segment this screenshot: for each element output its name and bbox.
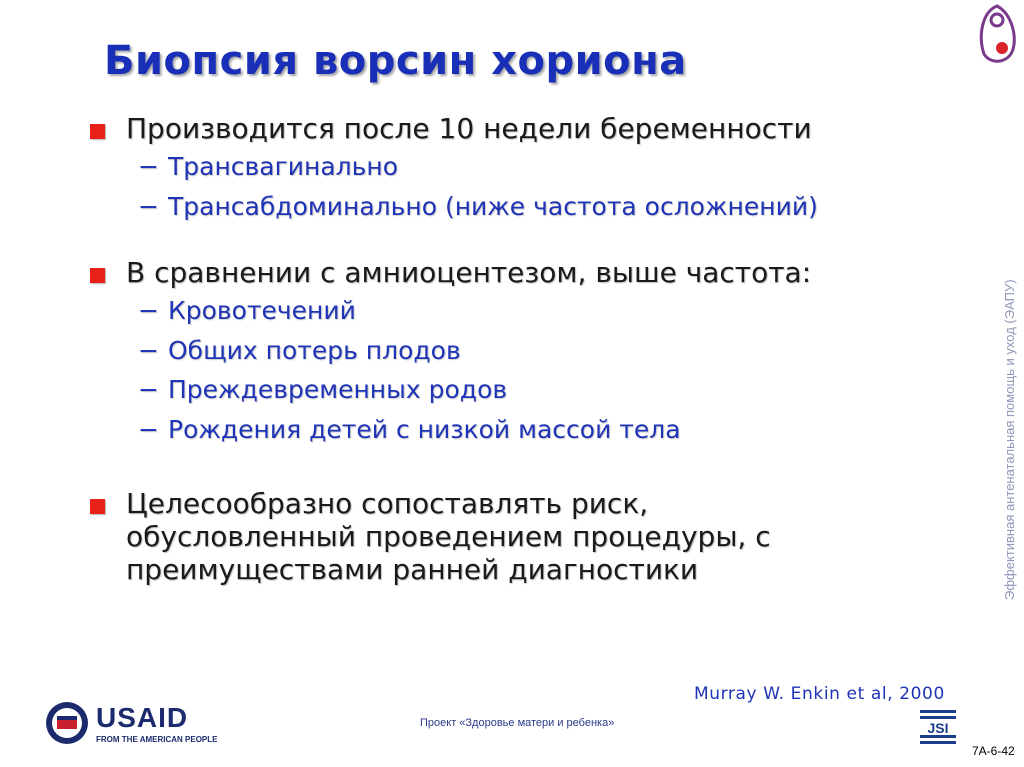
bullet-item (86, 487, 986, 586)
project-caption: Проект «Здоровье матери и ребенка» (420, 717, 615, 729)
usaid-seal-icon (44, 700, 90, 746)
bullet-list (86, 112, 986, 586)
jsi-logo-icon (920, 710, 956, 744)
sub-list (138, 147, 986, 226)
bullet-text-line: преимуществами ранней диагностики (126, 553, 699, 587)
bullet-item (86, 256, 986, 289)
sub-text: Кровотечений (168, 296, 356, 326)
slide-number: 7A-6-42 (972, 744, 1015, 758)
sub-text: Общих потерь плодов (168, 335, 461, 365)
usaid-logo: USAID (96, 702, 189, 733)
sub-text: Трансабдоминально (ниже частота осложнений) (168, 191, 818, 221)
vertical-caption: Эффективная антенатальная помощь и уход (ЭАПУ) (1002, 279, 1017, 600)
bullet-square-icon (90, 499, 105, 514)
bullet-text-line: обусловленный проведением процедуры, с (126, 520, 771, 554)
sub-text: Преждевременных родов (168, 375, 508, 405)
sub-text: Трансвагинально (168, 152, 399, 182)
sub-item: − Преждевременных родов (138, 375, 508, 405)
sub-item: − Трансабдоминально (ниже частота осложнений) (138, 191, 818, 221)
usaid-tagline: FROM THE AMERICAN PEOPLE (96, 735, 218, 744)
jsi-logo-text: JSI (927, 720, 949, 736)
bullet-text-line: Целесообразно сопоставлять риск, (126, 487, 649, 521)
sub-item: − Трансвагинально (138, 152, 399, 182)
sub-item: − Общих потерь плодов (138, 335, 461, 365)
sub-item: − Кровотечений (138, 296, 356, 326)
bullet-square-icon (90, 124, 105, 139)
sub-list (138, 291, 986, 449)
bullet-text: Производится после 10 недели беременности (126, 112, 812, 145)
sub-text: Рождения детей с низкой массой тела (168, 414, 681, 444)
citation: Murray W. Enkin et al, 2000 (694, 684, 945, 704)
mother-child-logo-icon (974, 2, 1020, 66)
bullet-item (86, 112, 986, 145)
bullet-text: В сравнении с амниоцентезом, выше частота: (126, 256, 812, 290)
sub-item: − Рождения детей с низкой массой тела (138, 414, 681, 444)
bullet-square-icon (90, 268, 105, 283)
slide-title: Биопсия ворсин хориона (104, 38, 687, 84)
